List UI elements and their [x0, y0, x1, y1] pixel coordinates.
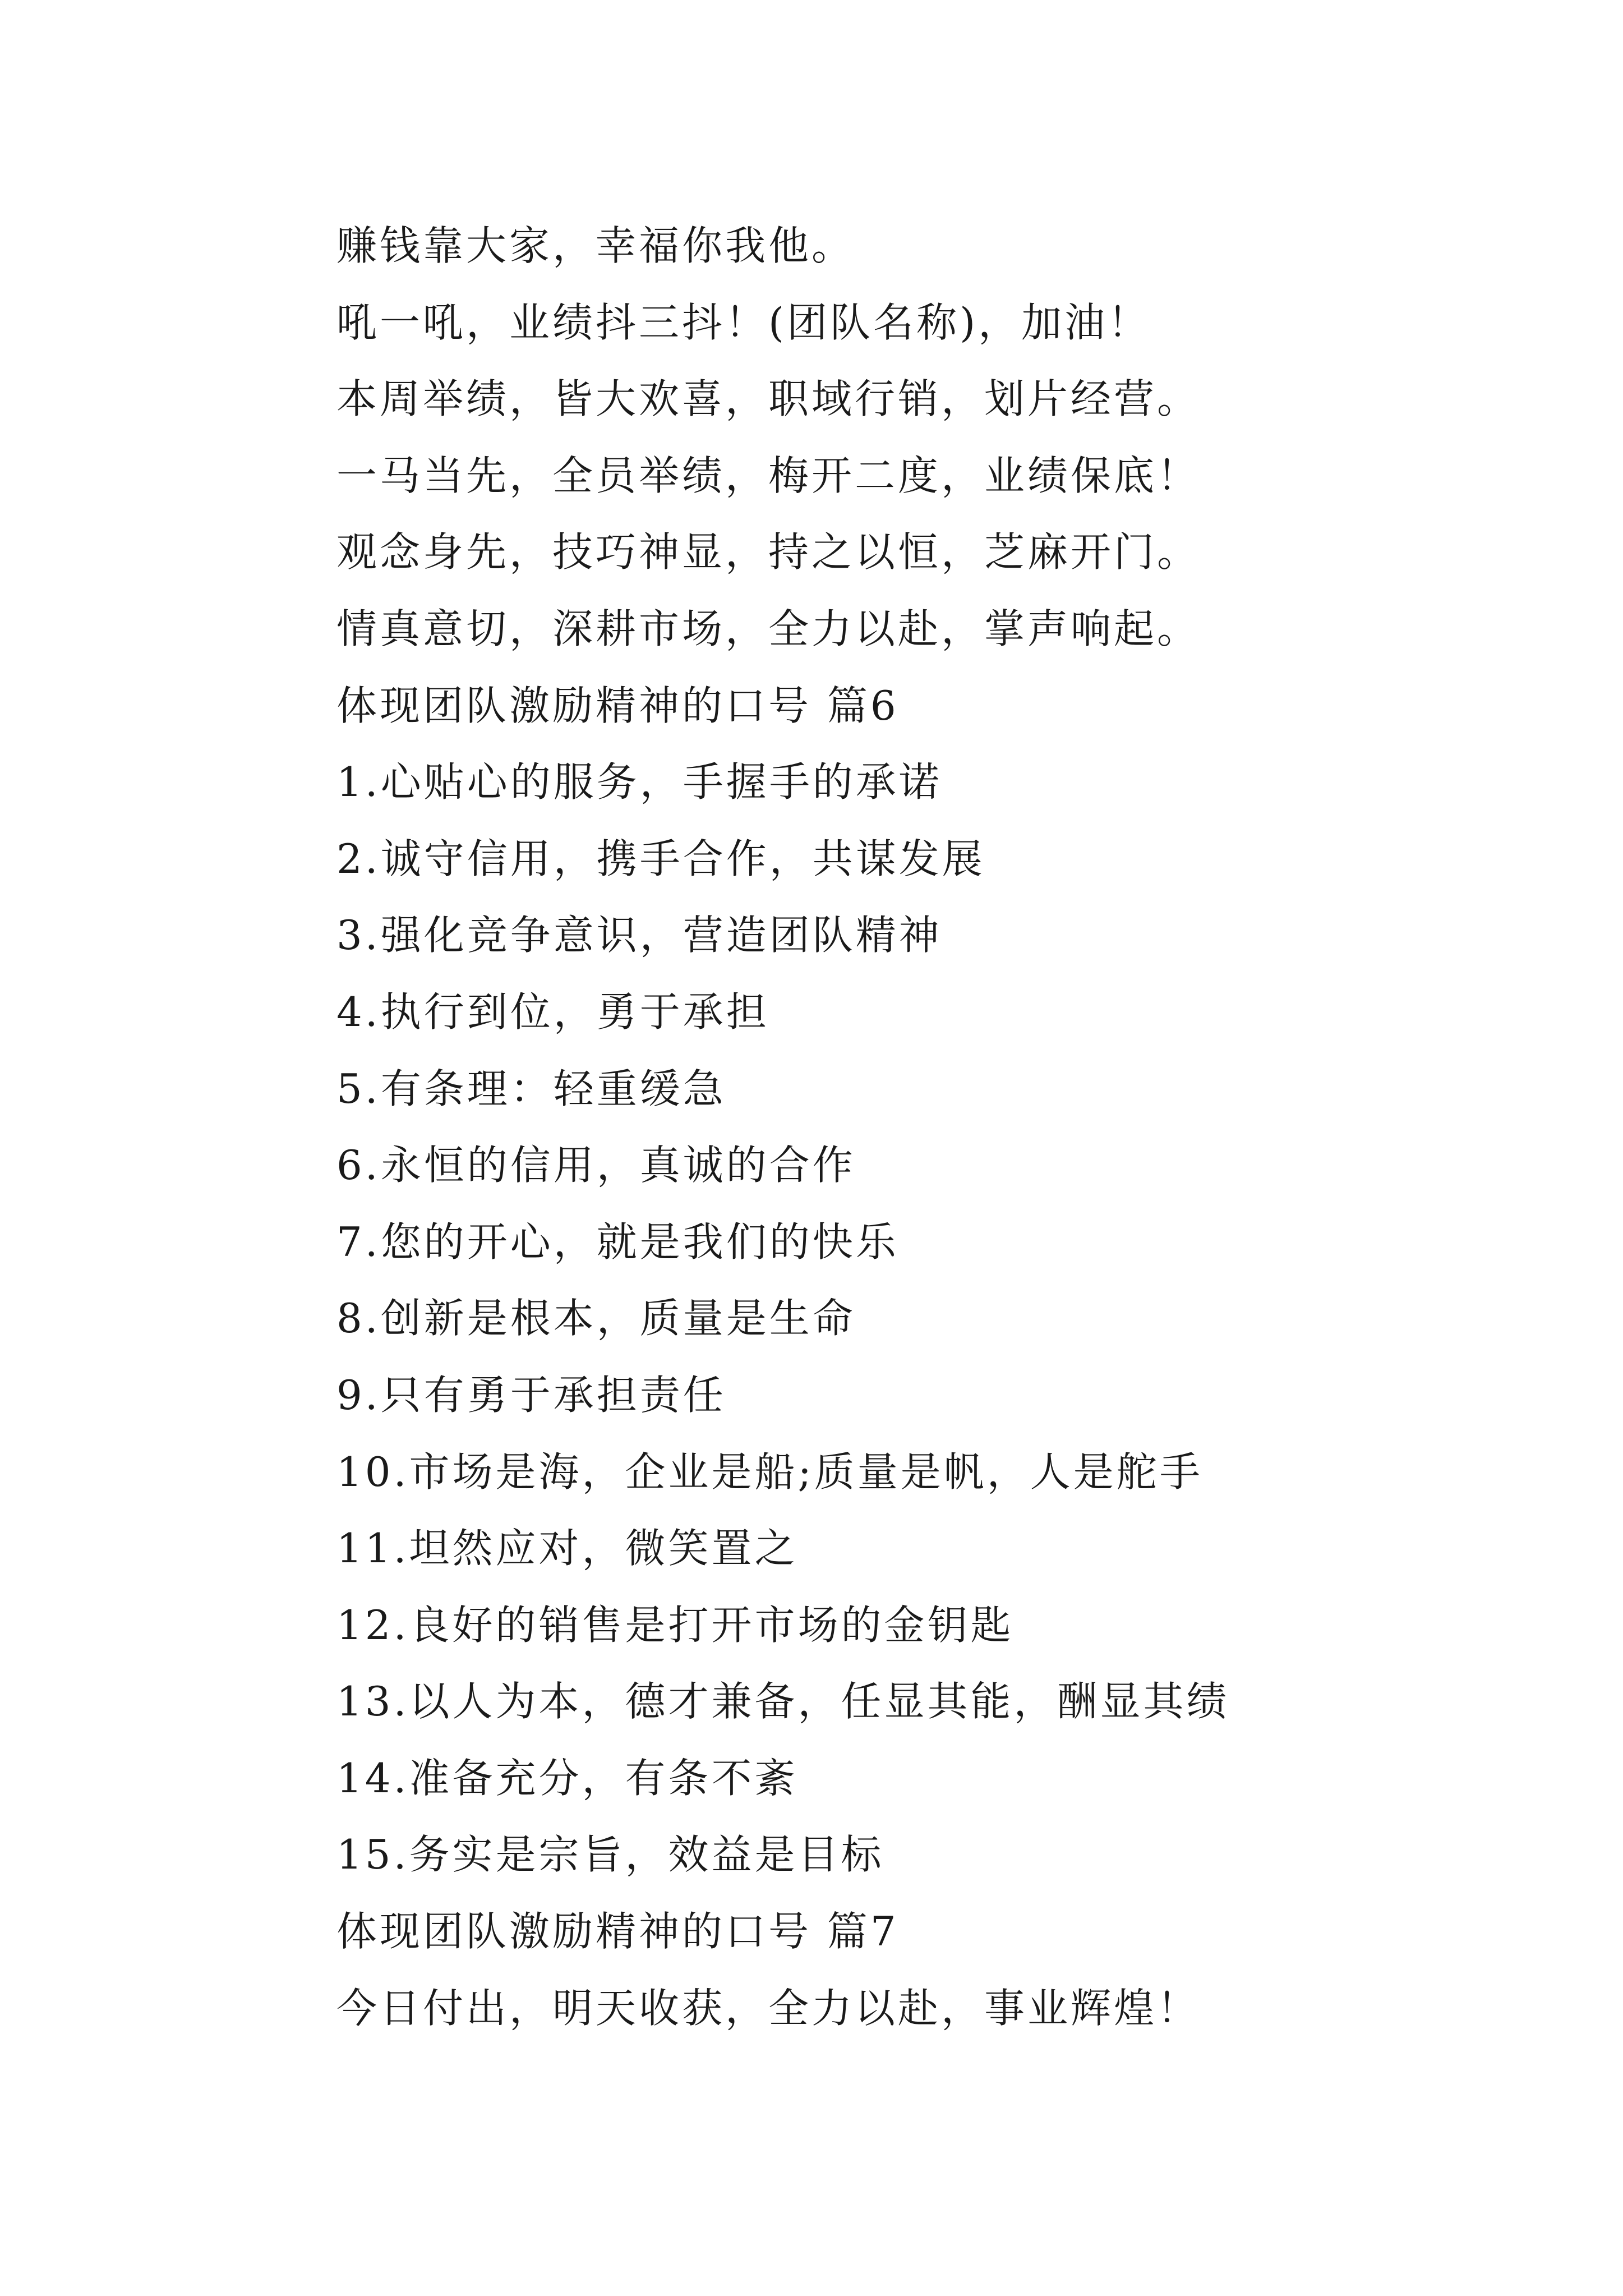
numbered-item: 15.务实是宗旨，效益是目标 — [336, 1831, 884, 1879]
text-line: 观念身先，技巧神显，持之以恒，芝麻开门。 — [336, 528, 1201, 576]
text-line: 今日付出，明天收获，全力以赴，事业辉煌！ — [336, 1984, 1201, 2032]
numbered-item: 1.心贴心的服务，手握手的承诺 — [336, 758, 942, 806]
numbered-item: 9.只有勇于承担责任 — [336, 1371, 726, 1419]
numbered-item: 8.创新是根本，质量是生命 — [336, 1295, 856, 1342]
numbered-item: 11.坦然应对，微笑置之 — [336, 1525, 798, 1572]
numbered-item: 3.强化竞争意识，营造团队精神 — [336, 912, 942, 959]
numbered-item: 7.您的开心，就是我们的快乐 — [336, 1218, 899, 1266]
numbered-item: 12.良好的销售是打开市场的金钥匙 — [336, 1601, 1014, 1649]
numbered-item: 13.以人为本，德才兼备，任显其能，酬显其绩 — [336, 1678, 1230, 1726]
text-line: 赚钱靠大家，幸福你我他。 — [336, 222, 855, 269]
section-heading: 体现团队激励精神的口号 篇7 — [336, 1908, 899, 1955]
text-line: 一马当先，全员举绩，梅开二度，业绩保底！ — [336, 452, 1201, 499]
numbered-item: 10.市场是海，企业是船;质量是帆，人是舵手 — [336, 1448, 1203, 1496]
numbered-item: 6.永恒的信用，真诚的合作 — [336, 1142, 856, 1189]
numbered-item: 5.有条理：轻重缓急 — [336, 1065, 726, 1112]
numbered-item: 14.准备充分，有条不紊 — [336, 1754, 798, 1802]
numbered-item: 2.诚守信用，携手合作，共谋发展 — [336, 835, 985, 882]
numbered-item: 4.执行到位，勇于承担 — [336, 988, 769, 1036]
text-line: 吼一吼，业绩抖三抖！(团队名称)，加油！ — [336, 298, 1151, 346]
section-heading: 体现团队激励精神的口号 篇6 — [336, 682, 899, 729]
text-line: 本周举绩，皆大欢喜，职域行销，划片经营。 — [336, 375, 1201, 423]
slogan-list — [336, 208, 1514, 2046]
text-line: 情真意切，深耕市场，全力以赴，掌声响起。 — [336, 605, 1201, 652]
